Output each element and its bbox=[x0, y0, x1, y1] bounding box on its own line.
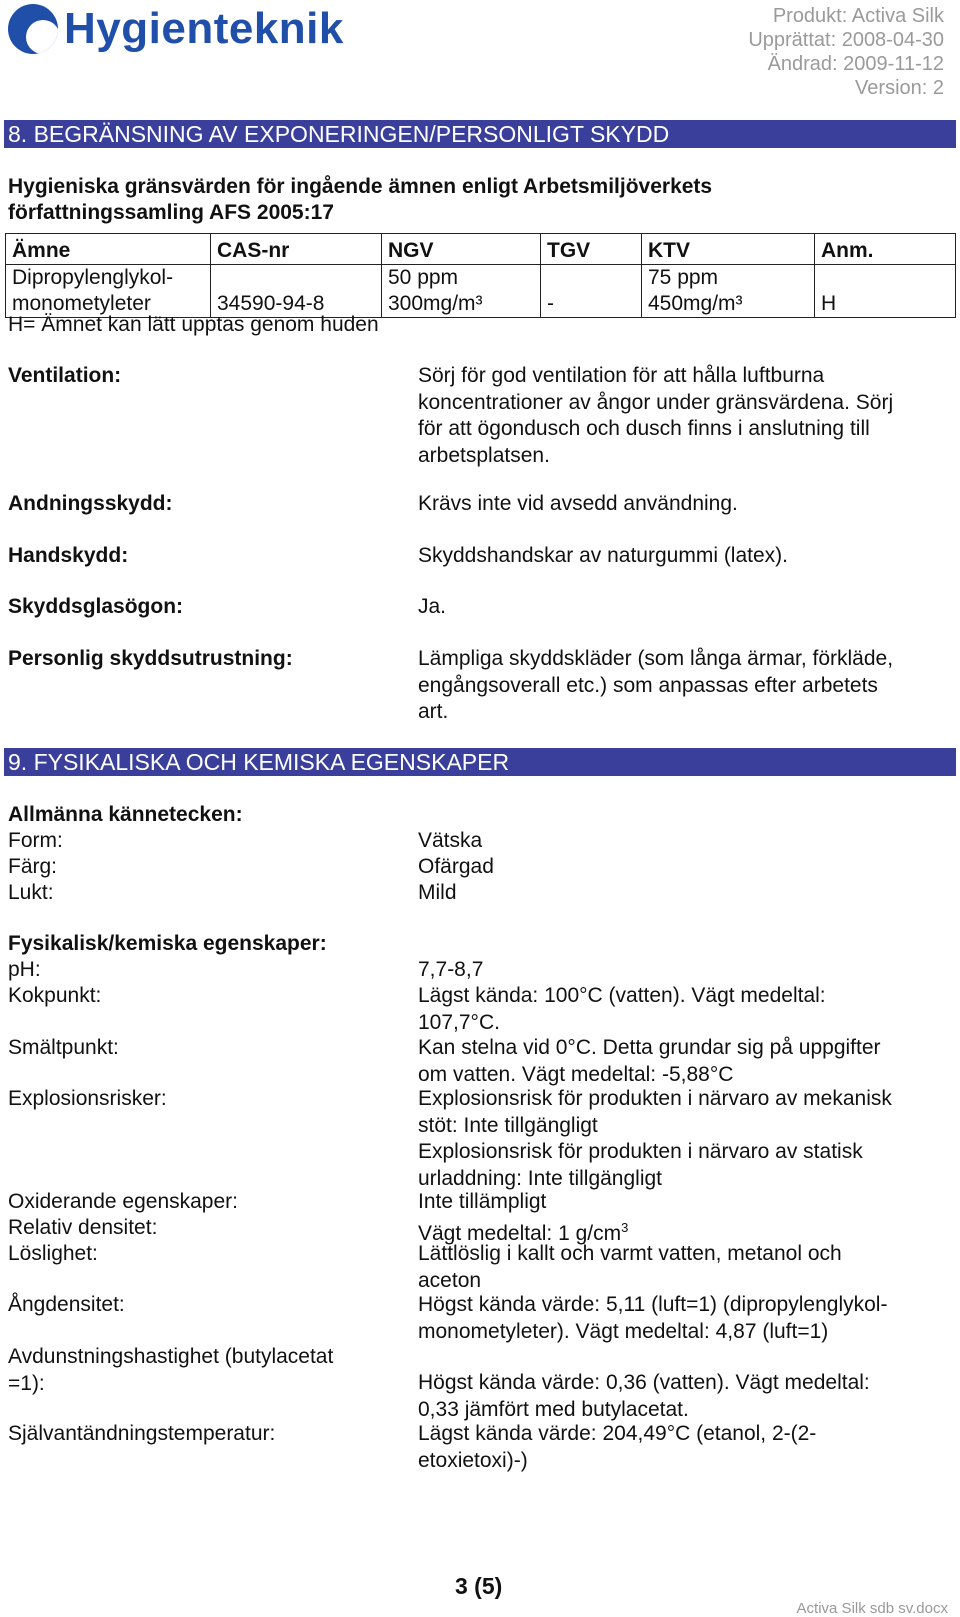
solubility-value bbox=[418, 1241, 948, 1294]
autoignition-label: Självantändningstemperatur: bbox=[8, 1422, 276, 1445]
ngv-line-2: 300mg/m³ bbox=[388, 292, 483, 315]
ktv-line-1: 75 ppm bbox=[648, 266, 719, 289]
ph-value: 7,7-8,7 bbox=[418, 958, 484, 981]
personal-equipment-label: Personlig skyddsutrustning: bbox=[8, 647, 293, 670]
section-8-intro-2: författningssamling AFS 2005:17 bbox=[8, 201, 334, 224]
eye-protection-label: Skyddsglasögon: bbox=[8, 595, 184, 618]
density-exponent: 3 bbox=[621, 1220, 629, 1235]
color-label: Färg: bbox=[8, 855, 58, 878]
cell-tgv: - bbox=[541, 265, 642, 318]
cell-cas: 34590-94-8 bbox=[211, 265, 382, 318]
explosion-line: Explosionsrisk för produkten i närvaro av statisk bbox=[418, 1140, 863, 1163]
ventilation-line: för att ögondusch och dusch finns i anslutning till bbox=[418, 417, 870, 440]
ventilation-line: Sörj för god ventilation för att hålla luftburna bbox=[418, 364, 825, 387]
header-cas: CAS-nr bbox=[211, 234, 382, 265]
odor-value: Mild bbox=[418, 881, 457, 904]
melting-line: om vatten. Vägt medeltal: -5,88°C bbox=[418, 1062, 734, 1086]
document-meta bbox=[748, 4, 944, 100]
cell-anm: H bbox=[815, 265, 956, 318]
ventilation-line: koncentrationer av ångor under gränsvärdena. Sörj bbox=[418, 390, 894, 414]
oxidizing-value: Inte tillämpligt bbox=[418, 1190, 547, 1213]
changed-date: Ändrad: 2009-11-12 bbox=[767, 53, 944, 75]
boiling-point-value bbox=[418, 983, 948, 1036]
product-name: Produkt: Activa Silk bbox=[772, 5, 944, 27]
density-text: Vägt medeltal: 1 g/cm bbox=[418, 1222, 622, 1245]
ventilation-line: arbetsplatsen. bbox=[418, 443, 550, 467]
form-label: Form: bbox=[8, 829, 63, 852]
ktv-line-2: 450mg/m³ bbox=[648, 292, 743, 315]
hand-protection-label: Handskydd: bbox=[8, 544, 129, 567]
file-name: Activa Silk sdb sv.docx bbox=[796, 1600, 948, 1617]
melting-point-label: Smältpunkt: bbox=[8, 1036, 119, 1059]
equipment-line: Lämpliga skyddskläder (som långa ärmar, förkläde, bbox=[418, 647, 894, 670]
ph-label: pH: bbox=[8, 958, 41, 981]
header-substance: Ämne bbox=[6, 234, 211, 265]
respiratory-value: Krävs inte vid avsedd användning. bbox=[418, 492, 738, 515]
eye-protection-value: Ja. bbox=[418, 595, 447, 618]
section-8-title: 8. BEGRÄNSNING AV EXPONERINGEN/PERSONLIGT SKYDD bbox=[4, 120, 956, 148]
ngv-line-1: 50 ppm bbox=[388, 266, 459, 289]
explosion-label: Explosionsrisker: bbox=[8, 1087, 167, 1110]
autoignition-line: Lägst kända värde: 204,49°C (etanol, 2-(2- bbox=[418, 1422, 817, 1445]
melting-point-value bbox=[418, 1035, 948, 1088]
respiratory-label: Andningsskydd: bbox=[8, 492, 173, 515]
logo-icon bbox=[8, 4, 58, 54]
melting-line: Kan stelna vid 0°C. Detta grundar sig på uppgifter bbox=[418, 1036, 881, 1059]
explosion-line: stöt: Inte tillgängligt bbox=[418, 1113, 598, 1137]
exposure-limits-table bbox=[5, 233, 956, 318]
solubility-label: Löslighet: bbox=[8, 1242, 98, 1265]
explosion-line: urladdning: Inte tillgängligt bbox=[418, 1166, 663, 1190]
ventilation-label: Ventilation: bbox=[8, 364, 122, 387]
autoignition-value bbox=[418, 1421, 948, 1474]
solubility-line: aceton bbox=[418, 1268, 482, 1292]
vapor-density-label: Ångdensitet: bbox=[8, 1293, 125, 1316]
equipment-line: art. bbox=[418, 700, 449, 723]
substance-line-2: monometyleter bbox=[12, 292, 151, 315]
created-date: Upprättat: 2008-04-30 bbox=[748, 29, 944, 51]
solubility-line: Lättlöslig i kallt och varmt vatten, metanol och bbox=[418, 1242, 842, 1265]
header-ktv: KTV bbox=[642, 234, 815, 265]
phys-heading: Fysikalisk/kemiska egenskaper: bbox=[8, 932, 327, 955]
logo-text: Hygienteknik bbox=[64, 4, 344, 53]
table-note: H= Ämnet kan lätt upptas genom huden bbox=[8, 313, 379, 336]
explosion-value bbox=[418, 1086, 948, 1192]
autoignition-line: etoxietoxi)-) bbox=[418, 1448, 528, 1472]
substance-line-1: Dipropylenglykol- bbox=[12, 266, 174, 289]
cell-ktv bbox=[642, 265, 815, 318]
page-number: 3 (5) bbox=[455, 1573, 503, 1599]
table-row bbox=[6, 265, 956, 318]
evaporation-label-line: =1): bbox=[8, 1371, 45, 1395]
evaporation-label-line: Avdunstningshastighet (butylacetat bbox=[8, 1345, 334, 1368]
ventilation-value bbox=[418, 363, 948, 469]
oxidizing-label: Oxiderande egenskaper: bbox=[8, 1190, 238, 1213]
table-header-row bbox=[6, 234, 956, 265]
boiling-line: Lägst kända: 100°C (vatten). Vägt medeltal: bbox=[418, 984, 826, 1007]
evaporation-value bbox=[418, 1370, 948, 1423]
general-heading: Allmänna kännetecken: bbox=[8, 803, 243, 826]
evaporation-line: 0,33 jämfört med butylacetat. bbox=[418, 1397, 689, 1421]
section-9-title: 9. FYSIKALISKA OCH KEMISKA EGENSKAPER bbox=[4, 748, 956, 776]
version: Version: 2 bbox=[855, 77, 944, 99]
vapor-density-value bbox=[418, 1292, 948, 1345]
vapor-line: monometyleter). Vägt medeltal: 4,87 (luft=1) bbox=[418, 1319, 829, 1343]
boiling-point-label: Kokpunkt: bbox=[8, 984, 102, 1007]
hand-protection-value: Skyddshandskar av naturgummi (latex). bbox=[418, 544, 788, 567]
personal-equipment-value bbox=[418, 646, 948, 726]
evaporation-label bbox=[8, 1344, 333, 1397]
section-8-intro-1: Hygieniska gränsvärden för ingående ämnen enligt Arbetsmiljöverkets bbox=[8, 175, 713, 198]
vapor-line: Högst kända värde: 5,11 (luft=1) (dipropylenglykol- bbox=[418, 1293, 888, 1316]
odor-label: Lukt: bbox=[8, 881, 54, 904]
cell-ngv bbox=[382, 265, 541, 318]
density-label: Relativ densitet: bbox=[8, 1216, 158, 1239]
explosion-line: Explosionsrisk för produkten i närvaro av mekanisk bbox=[418, 1087, 892, 1110]
boiling-line: 107,7°C. bbox=[418, 1010, 500, 1034]
header-anm: Anm. bbox=[815, 234, 956, 265]
color-value: Ofärgad bbox=[418, 855, 494, 878]
evaporation-line: Högst kända värde: 0,36 (vatten). Vägt medeltal: bbox=[418, 1371, 870, 1394]
company-logo bbox=[8, 4, 344, 54]
cell-substance bbox=[6, 265, 211, 318]
header-ngv: NGV bbox=[382, 234, 541, 265]
header-tgv: TGV bbox=[541, 234, 642, 265]
equipment-line: engångsoverall etc.) som anpassas efter arbetets bbox=[418, 673, 878, 697]
form-value: Vätska bbox=[418, 829, 483, 852]
